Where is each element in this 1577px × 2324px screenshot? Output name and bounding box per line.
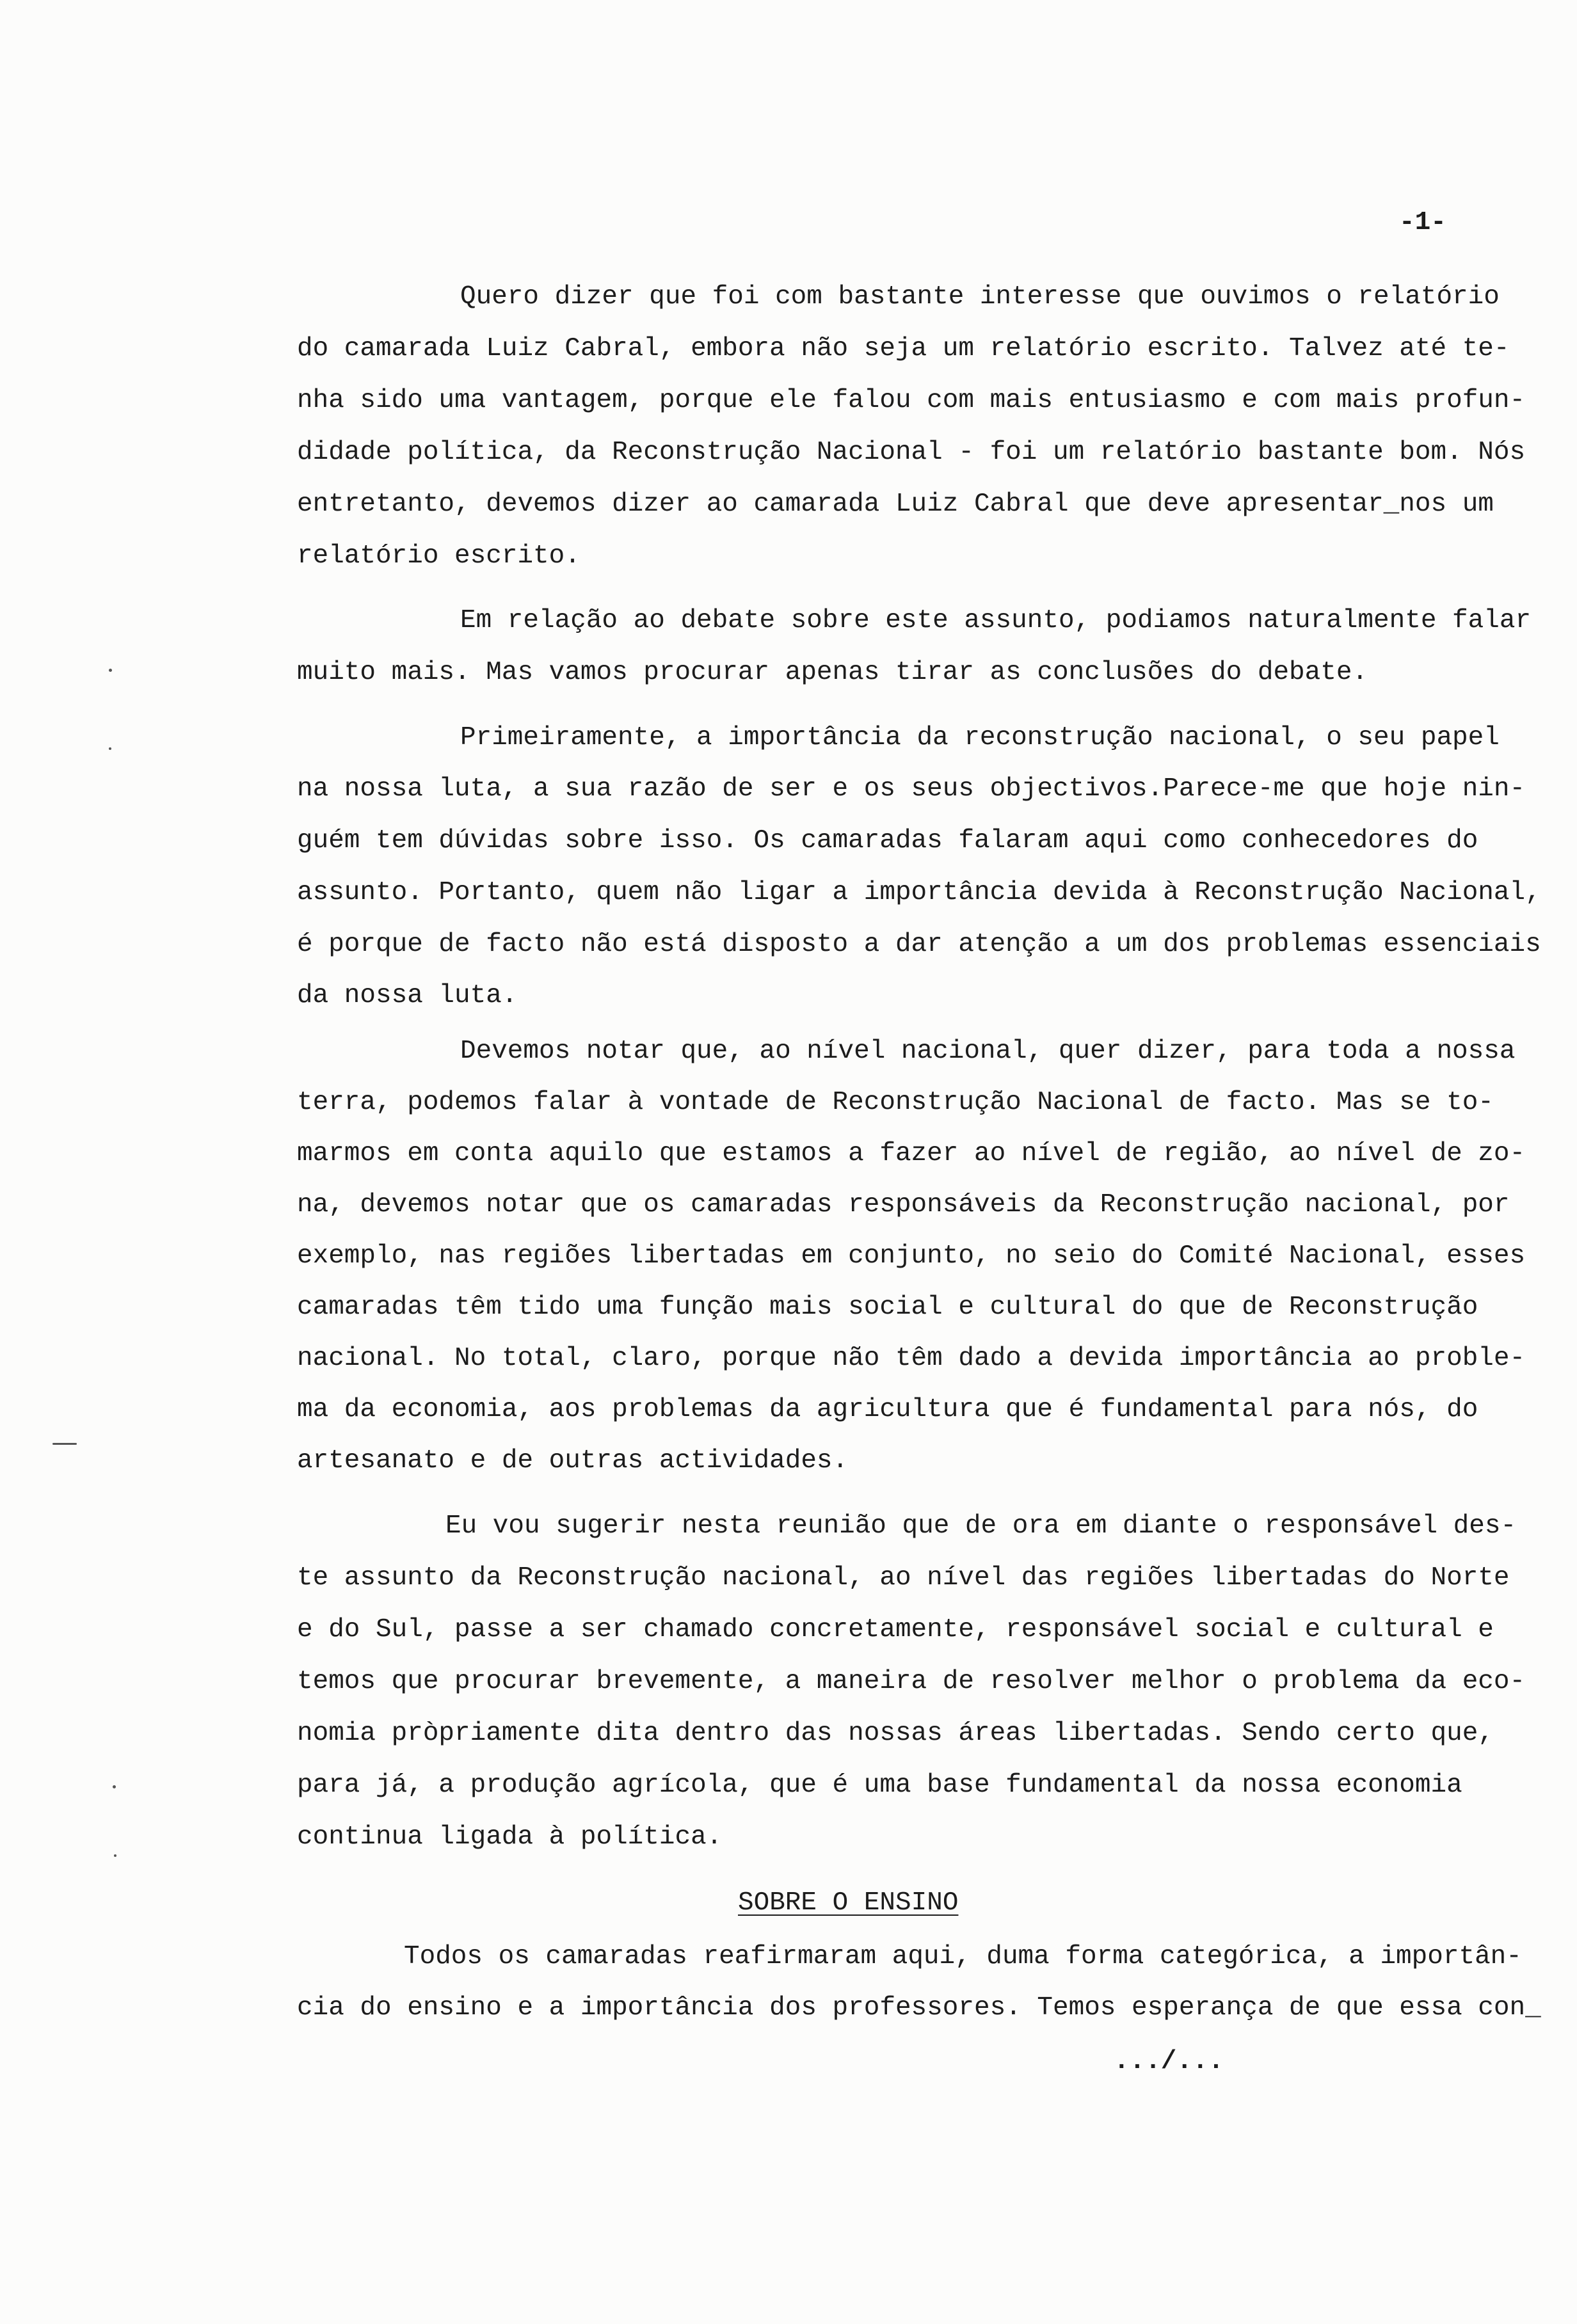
text-line: Eu vou sugerir nesta reunião que de ora em diante o responsável des- [445, 1511, 1517, 1541]
scan-speck [109, 669, 112, 672]
text-line: nomia pròpriamente dita dentro das nossas áreas libertadas. Sendo certo que, [297, 1719, 1494, 1748]
text-line: Quero dizer que foi com bastante interesse que ouvimos o relatório [460, 282, 1500, 312]
text-line: Primeiramente, a importância da reconstrução nacional, o seu papel [460, 723, 1500, 752]
text-line: continua ligada à política. [297, 1822, 723, 1852]
text-line: da nossa luta. [297, 981, 518, 1010]
text-line: e do Sul, passe a ser chamado concretamente, responsável social e cultural e [297, 1615, 1494, 1644]
text-line: guém tem dúvidas sobre isso. Os camaradas falaram aqui como conhecedores do [297, 826, 1478, 856]
text-line: nacional. No total, claro, porque não têm dado a devida importância ao proble- [297, 1344, 1526, 1373]
text-line: artesanato e de outras actividades. [297, 1446, 849, 1476]
page-number: -1- [1399, 208, 1446, 237]
text-line: didade política, da Reconstrução Nacional - foi um relatório bastante bom. Nós [297, 438, 1526, 467]
text-line: para já, a produção agrícola, que é uma base fundamental da nossa economia [297, 1771, 1462, 1800]
text-line: entretanto, devemos dizer ao camarada Luiz Cabral que deve apresentar_nos um [297, 489, 1494, 519]
text-line: Devemos notar que, ao nível nacional, quer dizer, para toda a nossa [460, 1037, 1516, 1066]
text-line: terra, podemos falar à vontade de Reconstrução Nacional de facto. Mas se to- [297, 1088, 1494, 1117]
text-line: muito mais. Mas vamos procurar apenas tirar as conclusões do debate. [297, 658, 1368, 687]
text-line: ma da economia, aos problemas da agricultura que é fundamental para nós, do [297, 1395, 1478, 1424]
text-line: nha sido uma vantagem, porque ele falou com mais entusiasmo e com mais profun- [297, 386, 1526, 415]
scan-speck [113, 1785, 116, 1788]
text-line: é porque de facto não está disposto a dar atenção a um dos problemas essenciais [297, 930, 1541, 959]
text-line: Todos os camaradas reafirmaram aqui, duma forma categórica, a importân- [404, 1942, 1522, 1971]
text-line: camaradas têm tido uma função mais social e cultural do que de Reconstrução [297, 1293, 1478, 1322]
text-line: na nossa luta, a sua razão de ser e os seus objectivos.Parece-me que hoje nin- [297, 774, 1526, 804]
continuation-marker: .../... [1114, 2047, 1224, 2076]
section-heading: SOBRE O ENSINO [738, 1888, 959, 1918]
text-line: na, devemos notar que os camaradas responsáveis da Reconstrução nacional, por [297, 1190, 1510, 1220]
scan-speck [114, 1854, 116, 1857]
text-line: temos que procurar brevemente, a maneira de resolver melhor o problema da eco- [297, 1667, 1526, 1696]
text-line: te assunto da Reconstrução nacional, ao nível das regiões libertadas do Norte [297, 1563, 1510, 1593]
scan-speck [109, 747, 111, 750]
text-line: exemplo, nas regiões libertadas em conjunto, no seio do Comité Nacional, esses [297, 1241, 1526, 1271]
scan-speck [52, 1443, 77, 1445]
text-line: do camarada Luiz Cabral, embora não seja um relatório escrito. Talvez até te- [297, 334, 1510, 363]
text-line: Em relação ao debate sobre este assunto, podiamos naturalmente falar [460, 606, 1532, 635]
text-line: assunto. Portanto, quem não ligar a importância devida à Reconstrução Nacional, [297, 878, 1541, 907]
text-line: marmos em conta aquilo que estamos a fazer ao nível de região, ao nível de zo- [297, 1139, 1526, 1168]
text-line: relatório escrito. [297, 541, 580, 571]
text-line: cia do ensino e a importância dos professores. Temos esperança de que essa con_ [297, 1993, 1541, 2023]
